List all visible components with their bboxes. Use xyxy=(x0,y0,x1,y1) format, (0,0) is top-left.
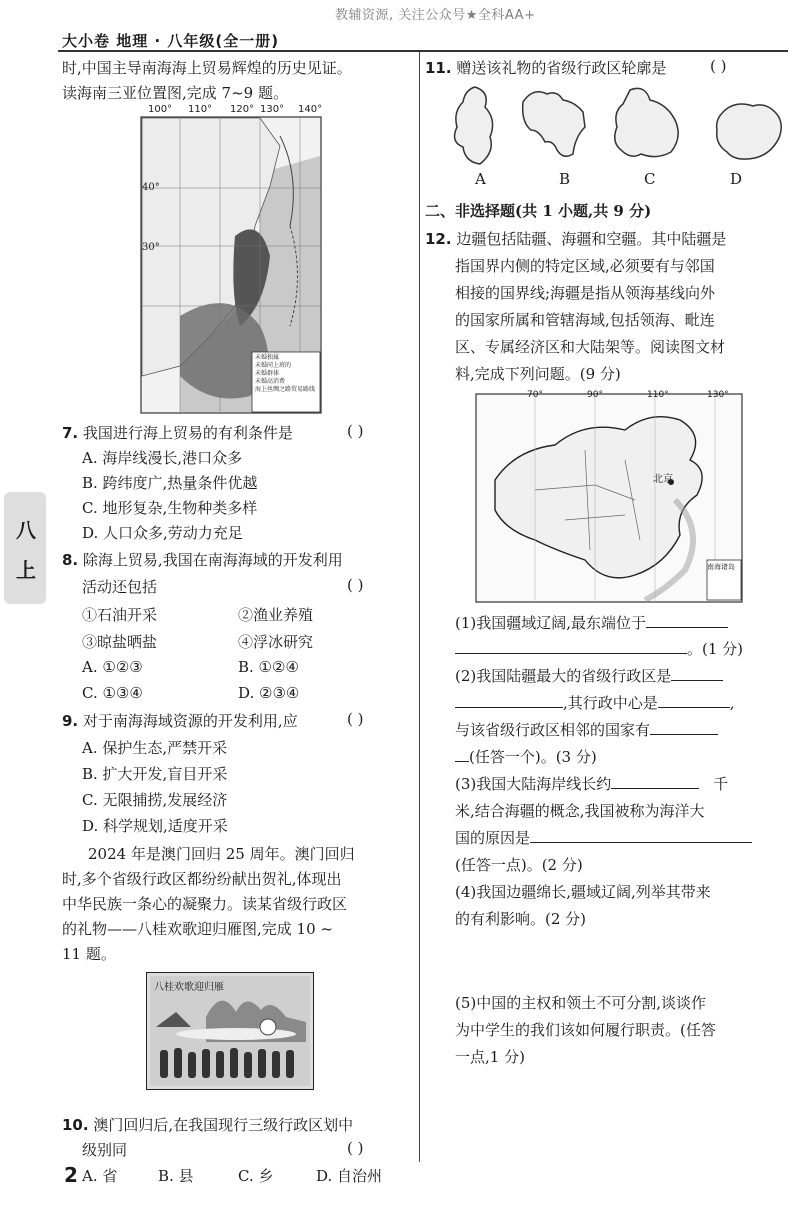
side-tab-char-2: 上 xyxy=(16,558,36,582)
q12-sub3-blank-1[interactable] xyxy=(611,774,699,789)
passage-line-3: 中华民族一条心的凝聚力。读某省级行政区 xyxy=(62,895,348,913)
q9-option-a[interactable]: A. 保护生态,严禁开采 xyxy=(82,739,228,757)
q12-sub2 xyxy=(455,665,723,686)
q12-sub2-line4 xyxy=(455,746,597,767)
q10-option-a[interactable]: A. 省 xyxy=(82,1167,118,1185)
q7-option-c[interactable]: C. 地形复杂,生物种类多样 xyxy=(82,499,258,517)
q12-sub1-line2 xyxy=(455,638,743,659)
grade-side-tab xyxy=(4,492,46,604)
intro-line-2: 读海南三亚位置图,完成 7~9 题。 xyxy=(62,84,288,102)
q12-sub2-blank-5[interactable] xyxy=(455,747,469,762)
q7-option-a[interactable]: A. 海岸线漫长,港口众多 xyxy=(82,449,243,467)
q7-answer-paren[interactable]: ( ) xyxy=(347,422,364,440)
q12-sub1-blank[interactable] xyxy=(646,613,728,628)
lat-label: 40° xyxy=(142,182,160,193)
q9-stem xyxy=(62,710,298,731)
q8-number: 8. xyxy=(62,551,79,569)
q7-text: 我国进行海上贸易的有利条件是 xyxy=(82,424,293,442)
q12-sub1-score: 。(1 分) xyxy=(687,640,744,658)
section-2-heading: 二、非选择题(共 1 小题,共 9 分) xyxy=(425,202,652,220)
q10-number: 10. xyxy=(62,1116,89,1134)
legend-item: 未婚高消费 xyxy=(255,378,286,385)
column-divider xyxy=(419,52,420,1162)
q12-sub2-text: (2)我国陆疆最大的省级行政区是 xyxy=(455,667,672,685)
q12-sub1-text: (1)我国疆域辽阔,最东端位于 xyxy=(455,614,647,632)
q7-number: 7. xyxy=(62,424,79,442)
china-map-graphic xyxy=(475,390,745,605)
q10-text: 澳门回归后,在我国现行三级行政区划中 xyxy=(93,1116,354,1134)
q12-sub3-blank-2[interactable] xyxy=(530,828,752,843)
q7-option-b[interactable]: B. 跨纬度广,热量条件优越 xyxy=(82,474,258,492)
q12-sub3-line4: (任答一点)。(2 分) xyxy=(455,856,583,874)
q7-stem xyxy=(62,422,293,443)
q8-stem-2: 活动还包括 xyxy=(82,578,158,596)
q9-option-b[interactable]: B. 扩大开发,盲目开采 xyxy=(82,765,228,783)
q9-option-d[interactable]: D. 科学规划,适度开采 xyxy=(82,817,228,835)
lon-label: 140° xyxy=(298,104,323,115)
q11-text: 赠送该礼物的省级行政区轮廓是 xyxy=(456,59,667,77)
q12-sub5-answer-area[interactable] xyxy=(455,1074,785,1154)
right-column xyxy=(425,0,790,1222)
watermark-header: 教辅资源, 关注公众号★全科AA+ xyxy=(335,8,536,23)
passage-line-4: 的礼物——八桂欢歌迎归雁图,完成 10 ~ xyxy=(62,920,333,938)
q12-sub3-line2: 米,结合海疆的概念,我国被称为海洋大 xyxy=(455,802,705,820)
lon-label: 100° xyxy=(148,104,173,115)
q12-sub2-blank-1[interactable] xyxy=(671,666,723,681)
painting-title: 八桂欢歌迎归雁 xyxy=(154,982,224,993)
beijing-label: 北京 xyxy=(653,474,673,485)
legend-item: 未婚独属 xyxy=(255,354,280,361)
q11-label-a[interactable]: A xyxy=(475,170,486,188)
side-tab-char-1: 八 xyxy=(16,518,36,542)
q12-sub2-score: (任答一个)。(3 分) xyxy=(469,748,597,766)
q12-sub3-text-3: 国的原因是 xyxy=(455,829,531,847)
map-legend xyxy=(255,354,321,394)
page-number: 2 xyxy=(64,1163,78,1187)
q11-answer-paren[interactable]: ( ) xyxy=(710,57,727,75)
q12-text: 边疆包括陆疆、海疆和空疆。其中陆疆是 xyxy=(456,230,727,248)
q12-sub2-blank-4[interactable] xyxy=(650,720,718,735)
lon-label: 110° xyxy=(188,104,213,115)
q11-stem xyxy=(425,57,666,78)
q12-sub2-line3 xyxy=(455,719,718,740)
q12-sub4-line1: (4)我国边疆绵长,疆域辽阔,列举其带来 xyxy=(455,883,711,901)
q12-sub2-text-2: ,其行政中心是 xyxy=(563,694,658,712)
inset-label: 南海诸岛 xyxy=(707,563,735,571)
q12-sub2-text-3: 与该省级行政区相邻的国家有 xyxy=(455,721,651,739)
q8-option-d[interactable]: D. ②③④ xyxy=(238,684,300,702)
book-title: 大小卷 地理 · 八年级(全一册) xyxy=(62,32,280,50)
q12-stem-3: 相接的国界线;海疆是指从领海基线向外 xyxy=(455,284,716,302)
q12-sub2-comma: , xyxy=(729,694,735,712)
q8-item-2: ②渔业养殖 xyxy=(238,606,314,624)
q11-label-d[interactable]: D xyxy=(730,170,743,188)
passage-line-2: 时,多个省级行政区都纷纷献出贺礼,体现出 xyxy=(62,870,342,888)
lat-label: 30° xyxy=(142,242,160,253)
q12-stem-6: 料,完成下列问题。(9 分) xyxy=(455,365,621,383)
q12-stem-5: 区、专属经济区和大陆架等。阅读图文材 xyxy=(455,338,726,356)
q8-item-4: ④浮冰研究 xyxy=(238,633,314,651)
lon-label: 90° xyxy=(587,390,603,400)
q8-option-a[interactable]: A. ①②③ xyxy=(82,658,143,676)
q8-answer-paren[interactable]: ( ) xyxy=(347,576,364,594)
q12-sub5-line1: (5)中国的主权和领土不可分割,谈谈作 xyxy=(455,994,707,1012)
passage-line-1: 2024 年是澳门回归 25 周年。澳门回归 xyxy=(88,845,355,863)
legend-item: 未婚群体 xyxy=(255,370,280,377)
q10-stem-2: 级别同 xyxy=(82,1141,128,1159)
lon-label: 70° xyxy=(527,390,543,400)
q12-sub1-blank-2[interactable] xyxy=(455,639,687,654)
q12-stem-4: 的国家所属和管辖海域,包括领海、毗连 xyxy=(455,311,715,329)
q12-number: 12. xyxy=(425,230,452,248)
q12-sub3 xyxy=(455,773,728,794)
province-outlines xyxy=(435,82,785,172)
q10-stem xyxy=(62,1114,353,1135)
q10-option-c[interactable]: C. 乡 xyxy=(238,1167,274,1185)
q11-label-b[interactable]: B xyxy=(559,170,571,188)
q12-sub2-line2 xyxy=(455,692,735,713)
q9-number: 9. xyxy=(62,712,79,730)
passage-line-5: 11 题。 xyxy=(62,945,116,963)
q12-sub1 xyxy=(455,612,728,633)
q12-sub3-text: (3)我国大陆海岸线长约 xyxy=(455,775,612,793)
q9-option-c[interactable]: C. 无限捕捞,发展经济 xyxy=(82,791,228,809)
q12-sub4-line2: 的有利影响。(2 分) xyxy=(455,910,587,928)
q12-sub2-blank-3[interactable] xyxy=(658,693,730,708)
lon-label: 130° xyxy=(260,104,285,115)
q12-sub4-answer-area[interactable] xyxy=(455,935,785,990)
painting-image xyxy=(146,972,314,1090)
q9-text: 对于南海海域资源的开发利用,应 xyxy=(82,712,298,730)
q12-stem-1 xyxy=(425,228,726,249)
q8-option-b[interactable]: B. ①②④ xyxy=(238,658,299,676)
q12-sub3-line3 xyxy=(455,827,752,848)
q12-sub2-blank-2[interactable] xyxy=(455,693,563,708)
legend-item: 海上丝绸之路贸易路线 xyxy=(255,386,316,393)
q10-option-d[interactable]: D. 自治州 xyxy=(316,1167,383,1185)
q12-stem-2: 指国界内侧的特定区域,必须要有与邻国 xyxy=(455,257,715,275)
legend-item: 未婚同上班的 xyxy=(255,362,292,369)
lon-label: 110° xyxy=(647,390,669,400)
lon-label: 120° xyxy=(230,104,255,115)
left-column xyxy=(62,0,414,1222)
q8-stem xyxy=(62,549,343,570)
china-map xyxy=(475,390,745,605)
q12-sub5-line3: 一点,1 分) xyxy=(455,1048,525,1066)
q11-label-c[interactable]: C xyxy=(644,170,656,188)
q12-sub3-unit: 千 xyxy=(713,775,729,793)
q8-option-c[interactable]: C. ①③④ xyxy=(82,684,143,702)
q10-option-b[interactable]: B. 县 xyxy=(158,1167,194,1185)
lon-label: 130° xyxy=(707,390,729,400)
q7-option-d[interactable]: D. 人口众多,劳动力充足 xyxy=(82,524,243,542)
q9-answer-paren[interactable]: ( ) xyxy=(347,710,364,728)
q8-text: 除海上贸易,我国在南海海域的开发利用 xyxy=(82,551,343,569)
intro-line-1: 时,中国主导南海海上贸易辉煌的历史见证。 xyxy=(62,59,352,77)
q10-answer-paren[interactable]: ( ) xyxy=(347,1139,364,1157)
q8-item-3: ③晾盐晒盐 xyxy=(82,633,158,651)
q8-item-1: ①石油开采 xyxy=(82,606,158,624)
q11-number: 11. xyxy=(425,59,452,77)
q12-sub5-line2: 为中学生的我们该如何履行职责。(任答 xyxy=(455,1021,716,1039)
sanya-location-map xyxy=(140,104,330,416)
